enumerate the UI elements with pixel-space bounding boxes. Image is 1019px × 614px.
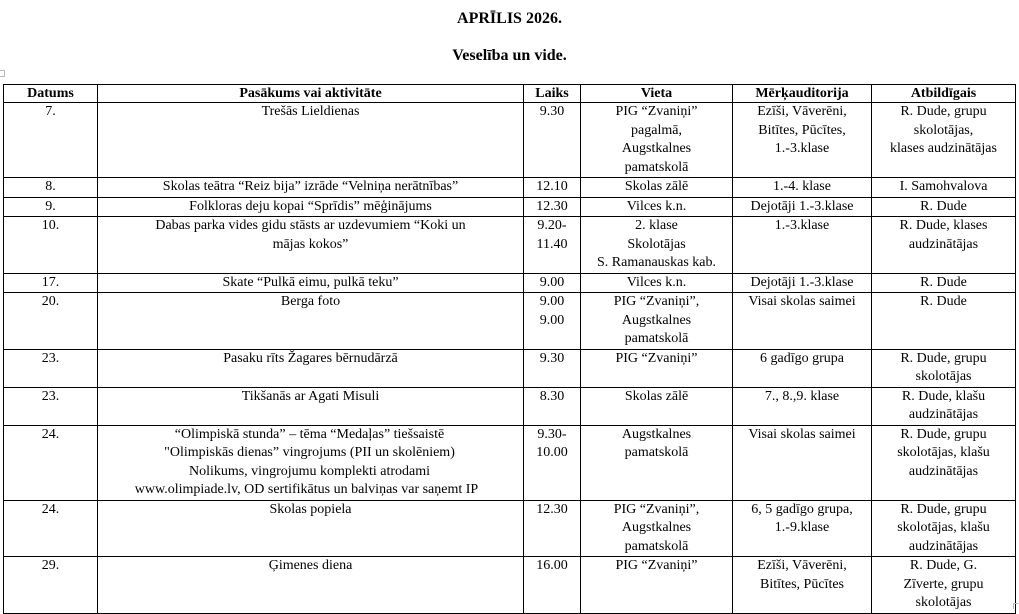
cell-time bbox=[524, 217, 581, 274]
cell-responsible-line: skolotājas, bbox=[913, 122, 974, 138]
cell-responsible-line: R. Dude, grupu bbox=[900, 426, 987, 442]
cell-time bbox=[524, 103, 581, 178]
cell-event-line: Berga foto bbox=[280, 294, 341, 309]
header-time: Laiks bbox=[524, 85, 581, 103]
cell-time-line: 8.30 bbox=[539, 388, 565, 404]
cell-responsible-line: skolotājas bbox=[915, 369, 972, 384]
cell-place-line: S. Ramanauskas kab. bbox=[597, 255, 716, 270]
cell-audience-line: Bitītes, Pūcītes, bbox=[758, 122, 846, 138]
cell-date: 24. bbox=[4, 500, 98, 557]
cell-event bbox=[98, 178, 524, 198]
cell-time-line: 9.00 bbox=[539, 312, 565, 328]
cell-event-line: Skolas teātra “Reiz bija” izrāde “Velniņa nerātnības” bbox=[162, 179, 459, 194]
cell-place-line: pamatskolā bbox=[624, 331, 689, 346]
table-row bbox=[4, 273, 1016, 293]
table-row bbox=[4, 293, 1016, 350]
cell-time-line: 10.00 bbox=[536, 445, 568, 460]
cell-audience-line: Bitītes, Pūcītes bbox=[760, 576, 844, 592]
cell-time bbox=[524, 178, 581, 198]
table-row bbox=[4, 557, 1016, 614]
cell-event-line: Ģimenes diena bbox=[268, 558, 353, 573]
cell-audience bbox=[733, 273, 872, 293]
cell-responsible-line: skolotājas, klašu bbox=[897, 520, 990, 535]
cell-event-line: “Olimpiskā stunda” – tēma “Medaļas” tiešsaistē bbox=[174, 426, 445, 442]
cell-responsible bbox=[872, 387, 1016, 425]
cell-audience-line: Ezīši, Vāverēni, bbox=[757, 558, 847, 573]
cell-responsible-line: audzinātājas bbox=[908, 407, 979, 422]
cell-time-line: 9.00 bbox=[539, 294, 565, 309]
cell-time-line: 16.00 bbox=[536, 558, 568, 573]
cell-time-line: 9.30 bbox=[539, 104, 565, 119]
cell-responsible-line: R. Dude, klases bbox=[899, 218, 988, 233]
cell-place bbox=[581, 178, 733, 198]
cell-event-line: "Olimpiskās dienas” vingrojums (PII un skolēniem) bbox=[164, 445, 455, 460]
cell-time bbox=[524, 500, 581, 557]
cell-time-line: 9.00 bbox=[539, 274, 565, 290]
cell-place-line: Skolas zālē bbox=[624, 179, 689, 194]
cell-place-line: PIG “Zvaniņi” bbox=[615, 104, 698, 119]
cell-place-line: Vilces k.n. bbox=[626, 198, 687, 214]
cell-date: 29. bbox=[4, 557, 98, 614]
cell-place-line: PIG “Zvaniņi” bbox=[615, 350, 698, 366]
cell-audience bbox=[733, 425, 872, 500]
cell-audience bbox=[733, 349, 872, 387]
cell-time bbox=[524, 293, 581, 350]
cell-audience bbox=[733, 557, 872, 614]
cell-responsible bbox=[872, 425, 1016, 500]
cell-place-line: Augstkalnes bbox=[621, 426, 692, 442]
cell-audience-line: Ezīši, Vāverēni, bbox=[757, 104, 847, 119]
cell-audience-line: Visai skolas saimei bbox=[748, 294, 856, 309]
cell-responsible bbox=[872, 217, 1016, 274]
cell-date: 24. bbox=[4, 425, 98, 500]
cell-place-line: pamatskolā bbox=[624, 538, 689, 554]
table-row bbox=[4, 217, 1016, 274]
cell-time bbox=[524, 557, 581, 614]
cell-event bbox=[98, 197, 524, 217]
cell-time-line: 9.20- bbox=[537, 218, 567, 233]
cell-date: 23. bbox=[4, 349, 98, 387]
cell-place-line: Skolotājas bbox=[627, 236, 686, 252]
cell-time bbox=[524, 197, 581, 217]
header-date: Datums bbox=[4, 85, 98, 103]
cell-responsible-line: audzinātājas bbox=[908, 236, 979, 252]
cell-responsible-line: R. Dude bbox=[920, 198, 967, 214]
cell-time-line: 12.30 bbox=[536, 501, 568, 517]
cell-event bbox=[98, 103, 524, 178]
cell-responsible-line: R. Dude, grupu bbox=[900, 350, 987, 366]
cell-responsible bbox=[872, 500, 1016, 557]
cell-event bbox=[98, 273, 524, 293]
cell-event bbox=[98, 500, 524, 557]
cell-place bbox=[581, 103, 733, 178]
cell-audience bbox=[733, 500, 872, 557]
cell-place-line: PIG “Zvaniņi” bbox=[615, 558, 698, 573]
cell-place-line: 2. klase bbox=[635, 218, 678, 233]
table-row bbox=[4, 349, 1016, 387]
cell-place bbox=[581, 425, 733, 500]
cell-audience-line: 7., 8.,9. klase bbox=[764, 388, 840, 404]
cell-audience bbox=[733, 178, 872, 198]
cell-responsible-line: skolotājas, klašu bbox=[897, 445, 990, 460]
cell-time-line: 12.10 bbox=[536, 179, 568, 194]
cell-date: 7. bbox=[4, 103, 98, 178]
cell-place bbox=[581, 197, 733, 217]
table-resize-handle-icon[interactable] bbox=[1013, 603, 1018, 609]
cell-responsible-line: audzinātājas bbox=[908, 463, 979, 479]
cell-audience-line: 6 gadīgo grupa bbox=[760, 350, 844, 366]
header-audience: Mērķauditorija bbox=[733, 85, 872, 103]
cell-place-line: Augstkalnes bbox=[621, 312, 692, 328]
cell-event-line: Skolas popiela bbox=[269, 501, 352, 517]
cell-event-line: Folkloras deju kopai “Sprīdis” mēģinājums bbox=[189, 198, 432, 214]
cell-time bbox=[524, 425, 581, 500]
cell-event bbox=[98, 349, 524, 387]
cell-place bbox=[581, 293, 733, 350]
table-row bbox=[4, 103, 1016, 178]
table-row bbox=[4, 500, 1016, 557]
cell-responsible bbox=[872, 293, 1016, 350]
cell-event bbox=[98, 387, 524, 425]
cell-audience-line: Dejotāji 1.-3.klase bbox=[750, 198, 854, 214]
cell-date: 10. bbox=[4, 217, 98, 274]
cell-time-line: 9.30- bbox=[537, 426, 567, 442]
cell-audience-line: 6, 5 gadīgo grupa, bbox=[751, 501, 853, 517]
table-move-handle-icon[interactable] bbox=[0, 70, 5, 77]
cell-audience bbox=[733, 293, 872, 350]
document-subtitle: Veselība un vide. bbox=[452, 47, 567, 64]
cell-responsible-line: I. Samohvalova bbox=[899, 179, 988, 194]
table-header-row bbox=[4, 85, 1016, 103]
cell-place-line: PIG “Zvaniņi”, bbox=[613, 294, 700, 309]
cell-event bbox=[98, 217, 524, 274]
cell-place-line: Skolas zālē bbox=[624, 388, 689, 404]
cell-audience bbox=[733, 217, 872, 274]
cell-responsible-line: R. Dude, grupu bbox=[900, 501, 987, 517]
table-row bbox=[4, 197, 1016, 217]
cell-responsible-line: R. Dude, G. bbox=[909, 558, 978, 573]
header-responsible: Atbildīgais bbox=[872, 85, 1016, 103]
cell-responsible-line: R. Dude, grupu bbox=[900, 104, 987, 119]
cell-event bbox=[98, 293, 524, 350]
table-row bbox=[4, 387, 1016, 425]
cell-event-line: mājas kokos” bbox=[272, 236, 349, 252]
cell-time-line: 9.30 bbox=[539, 350, 565, 366]
cell-event-line: Skate “Pulkā eimu, pulkā teku” bbox=[222, 274, 399, 290]
cell-audience-line: 1.-4. klase bbox=[773, 179, 831, 194]
cell-place-line: pamatskolā bbox=[624, 159, 689, 175]
cell-event-line: Trešās Lieldienas bbox=[261, 104, 360, 119]
cell-audience bbox=[733, 197, 872, 217]
cell-responsible-line: audzinātājas bbox=[908, 538, 979, 554]
cell-time-line: 11.40 bbox=[536, 236, 568, 252]
cell-event-line: Dabas parka vides gidu stāsts ar uzdevumiem “Koki un bbox=[155, 218, 466, 233]
cell-place bbox=[581, 557, 733, 614]
cell-date: 23. bbox=[4, 387, 98, 425]
cell-audience-line: Visai skolas saimei bbox=[748, 426, 856, 442]
cell-date: 9. bbox=[4, 197, 98, 217]
cell-time bbox=[524, 273, 581, 293]
cell-place-line: Augstkalnes bbox=[621, 141, 692, 156]
cell-place bbox=[581, 217, 733, 274]
cell-audience-line: Dejotāji 1.-3.klase bbox=[750, 274, 854, 290]
cell-time bbox=[524, 349, 581, 387]
cell-responsible-line: R. Dude, klašu bbox=[901, 388, 986, 404]
cell-date: 8. bbox=[4, 178, 98, 198]
cell-event bbox=[98, 557, 524, 614]
cell-audience bbox=[733, 387, 872, 425]
schedule-table bbox=[3, 84, 1016, 614]
cell-event-line: Tikšanās ar Agati Misuli bbox=[241, 388, 380, 404]
cell-responsible bbox=[872, 197, 1016, 217]
cell-place-line: pagalmā, bbox=[631, 122, 682, 138]
cell-responsible-line: skolotājas bbox=[915, 595, 972, 610]
cell-time bbox=[524, 387, 581, 425]
cell-responsible bbox=[872, 273, 1016, 293]
cell-responsible-line: klases audzinātājas bbox=[890, 141, 997, 156]
cell-audience-line: 1.-3.klase bbox=[774, 218, 830, 233]
cell-date: 20. bbox=[4, 293, 98, 350]
cell-place-line: PIG “Zvaniņi”, bbox=[613, 501, 700, 517]
header-event: Pasākums vai aktivitāte bbox=[98, 85, 524, 103]
cell-responsible bbox=[872, 557, 1016, 614]
table-row bbox=[4, 425, 1016, 500]
cell-place-line: Augstkalnes bbox=[621, 520, 692, 535]
cell-responsible bbox=[872, 349, 1016, 387]
document-title: APRĪLIS 2026. bbox=[457, 10, 562, 27]
cell-responsible-line: R. Dude bbox=[920, 294, 967, 309]
cell-event-line: Nolikums, vingrojumu komplekti atrodami bbox=[188, 463, 431, 479]
cell-event-line: Pasaku rīts Žagares bērnudārzā bbox=[223, 350, 398, 366]
table-body bbox=[4, 103, 1016, 614]
cell-audience bbox=[733, 103, 872, 178]
cell-place bbox=[581, 500, 733, 557]
cell-responsible bbox=[872, 178, 1016, 198]
cell-place bbox=[581, 387, 733, 425]
cell-responsible-line: R. Dude bbox=[920, 274, 967, 290]
cell-time-line: 12.30 bbox=[536, 198, 568, 214]
header-place: Vieta bbox=[581, 85, 733, 103]
cell-responsible bbox=[872, 103, 1016, 178]
cell-audience-line: 1.-9.klase bbox=[774, 520, 830, 535]
cell-responsible-line: Zīverte, grupu bbox=[903, 576, 984, 592]
cell-date: 17. bbox=[4, 273, 98, 293]
cell-place-line: Vilces k.n. bbox=[626, 274, 687, 290]
cell-place bbox=[581, 349, 733, 387]
cell-event bbox=[98, 425, 524, 500]
table-row bbox=[4, 178, 1016, 198]
cell-place-line: pamatskolā bbox=[624, 445, 689, 460]
cell-event-line: www.olimpiade.lv, OD sertifikātus un balviņas var saņemt IP bbox=[134, 482, 479, 497]
cell-place bbox=[581, 273, 733, 293]
cell-audience-line: 1.-3.klase bbox=[774, 141, 830, 156]
